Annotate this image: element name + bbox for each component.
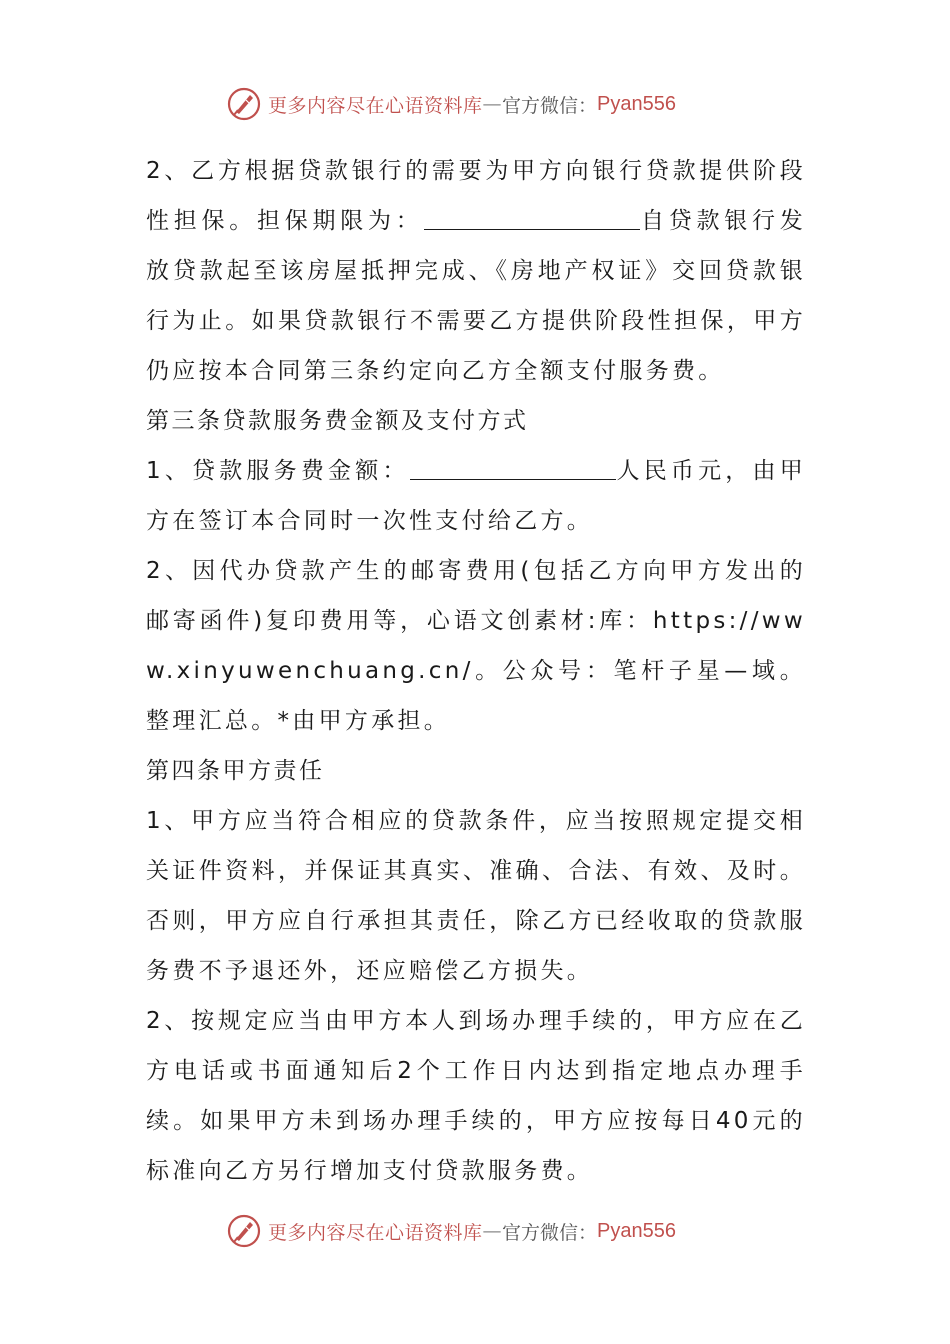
fill-in-blank[interactable] <box>410 453 616 480</box>
paragraph-party-a-attendance: 2、按规定应当由甲方本人到场办理手续的，甲方应在乙方电话或书面通知后2个工作日内达到指定地点办理手续。如果甲方未到场办理手续的，甲方应按每日40元的标准向乙方另行增加支付贷款服务费。 <box>146 1008 806 1184</box>
document-body <box>146 146 806 1196</box>
watermark-wechat-id: Pyan556 <box>597 92 676 115</box>
watermark-text: 更多内容尽在心语资料库 <box>268 94 483 117</box>
footer-watermark <box>226 1211 676 1251</box>
paragraph-text: 自贷款银行发放贷款起至该房屋抵押完成、《房地产权证》交回贷款银行为止。如果贷款银行不需要乙方提供阶段性担保，甲方仍应按本合同第三条约定向乙方全额支付服务费。 <box>146 208 806 384</box>
watermark-dash: — <box>482 1220 503 1242</box>
paragraph-guarantee-period <box>146 146 806 396</box>
paragraph-text: 1、贷款服务费金额： <box>146 458 410 484</box>
watermark-official-label: 官方微信： <box>502 1221 598 1244</box>
fill-in-blank[interactable] <box>424 203 640 230</box>
paragraph-text: 人民币元，由甲方在签订本合同时一次性支付给乙方。 <box>146 458 806 534</box>
section-heading-article-4: 第四条甲方责任 <box>146 758 325 784</box>
paragraph-text: 2、乙方根据贷款银行的需要为甲方向银行贷款提供阶段性担保。担保期限为： <box>146 158 806 234</box>
section-heading-article-3: 第三条贷款服务费金额及支付方式 <box>146 408 529 434</box>
watermark-text: 更多内容尽在心语资料库 <box>268 1221 483 1244</box>
quill-pen-logo-icon <box>226 86 262 122</box>
paragraph-service-fee-amount <box>146 446 806 546</box>
header-watermark <box>226 84 676 124</box>
quill-pen-logo-icon <box>226 1213 262 1249</box>
paragraph-party-a-conditions: 1、甲方应当符合相应的贷款条件，应当按照规定提交相关证件资料，并保证其真实、准确、合法、有效、及时。否则，甲方应自行承担其责任，除乙方已经收取的贷款服务费不予退还外，还应赔偿乙方损失。 <box>146 808 806 984</box>
watermark-dash: — <box>482 93 503 115</box>
watermark-wechat-id: Pyan556 <box>597 1219 676 1242</box>
watermark-official-label: 官方微信： <box>502 94 598 117</box>
paragraph-mailing-costs: 2、因代办贷款产生的邮寄费用(包括乙方向甲方发出的邮寄函件)复印费用等，心语文创素材:库：https://www.xinyuwenchuang.cn/。公众号：笔杆子星—域。整理汇总。*由甲方承担。 <box>146 558 806 734</box>
